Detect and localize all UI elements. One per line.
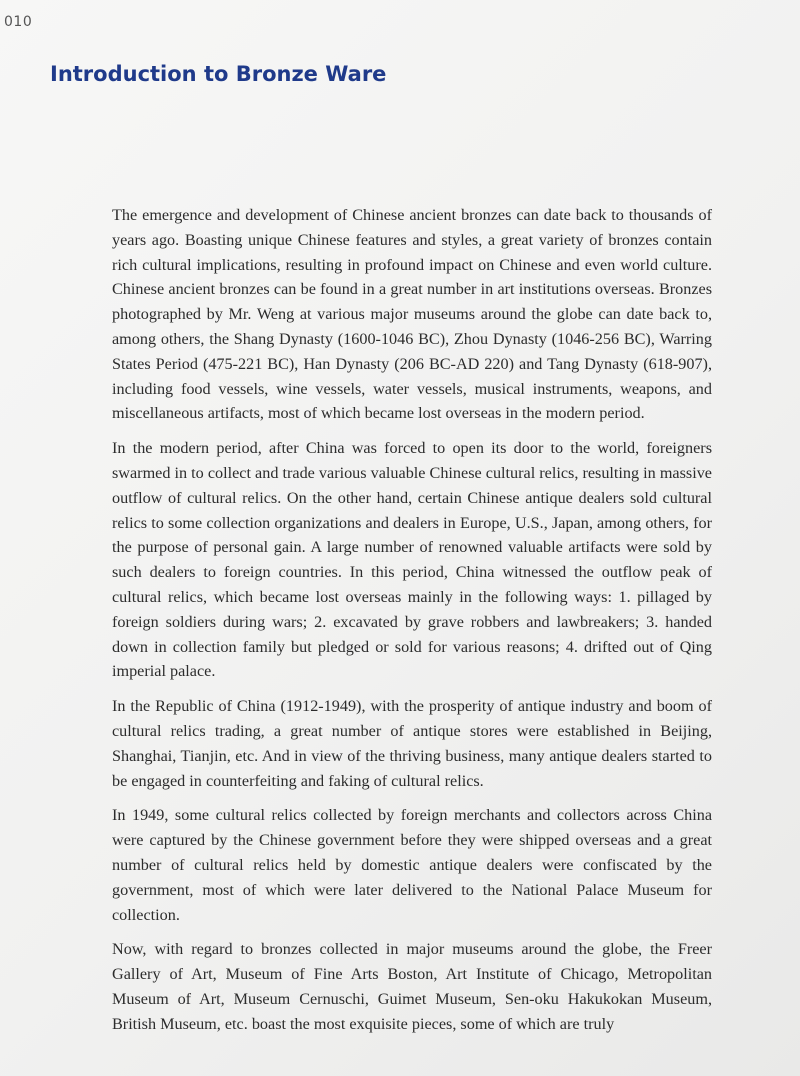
- paragraph-5: Now, with regard to bronzes collected in major museums around the globe, the Freer Gallery of Art, Museum of Fine Arts Boston, Art Institute of Chicago, Metropolitan Museum of Art, Museum Cernuschi, Guimet Museum, Sen-oku Hakukokan Museum, British Museum, etc. boast the most exquisite pieces, some of which are truly: [112, 940, 712, 1033]
- body-text: [112, 203, 712, 1047]
- page-number: 010: [4, 14, 33, 30]
- paragraph-4: In 1949, some cultural relics collected by foreign merchants and collectors across China were captured by the Chinese government before they were shipped overseas and a great number of cultural relics held by domestic antique dealers were confiscated by the government, most of which were later delivered to the National Palace Museum for collection.: [112, 806, 712, 924]
- paragraph-2: In the modern period, after China was forced to open its door to the world, foreigners swarmed in to collect and trade various valuable Chinese cultural relics, resulting in massive outflow of cultural relics. On the other hand, certain Chinese antique dealers sold cultural relics to some collection organizations and dealers in Europe, U.S., Japan, among others, for the purpose of personal gain. A large number of renowned valuable artifacts were sold by such dealers to foreign countries. In this period, China witnessed the outflow peak of cultural relics, which became lost overseas mainly in the following ways: 1. pillaged by foreign soldiers during wars; 2. excavated by grave robbers and lawbreakers; 3. handed down in collection family but pledged or sold for various reasons; 4. drifted out of Qing imperial palace.: [112, 439, 712, 681]
- paragraph-3: In the Republic of China (1912-1949), with the prosperity of antique industry and boom of cultural relics trading, a great number of antique stores were established in Beijing, Shanghai, Tianjin, etc. And in view of the thriving business, many antique dealers started to be engaged in counterfeiting and faking of cultural relics.: [112, 697, 712, 790]
- page-title: Introduction to Bronze Ware: [50, 62, 387, 86]
- paragraph-1: The emergence and development of Chinese ancient bronzes can date back to thousands of years ago. Boasting unique Chinese features and styles, a great variety of bronzes contain rich cultural implications, resulting in profound impact on Chinese and even world culture. Chinese ancient bronzes can be found in a great number in art institutions overseas. Bronzes photographed by Mr. Weng at various major museums around the globe can date back to, among others, the Shang Dynasty (1600-1046 BC), Zhou Dynasty (1046-256 BC), Warring States Period (475-221 BC), Han Dynasty (206 BC-AD 220) and Tang Dynasty (618-907), including food vessels, wine vessels, water vessels, musical instruments, weapons, and miscellaneous artifacts, most of which became lost overseas in the modern period.: [112, 206, 712, 423]
